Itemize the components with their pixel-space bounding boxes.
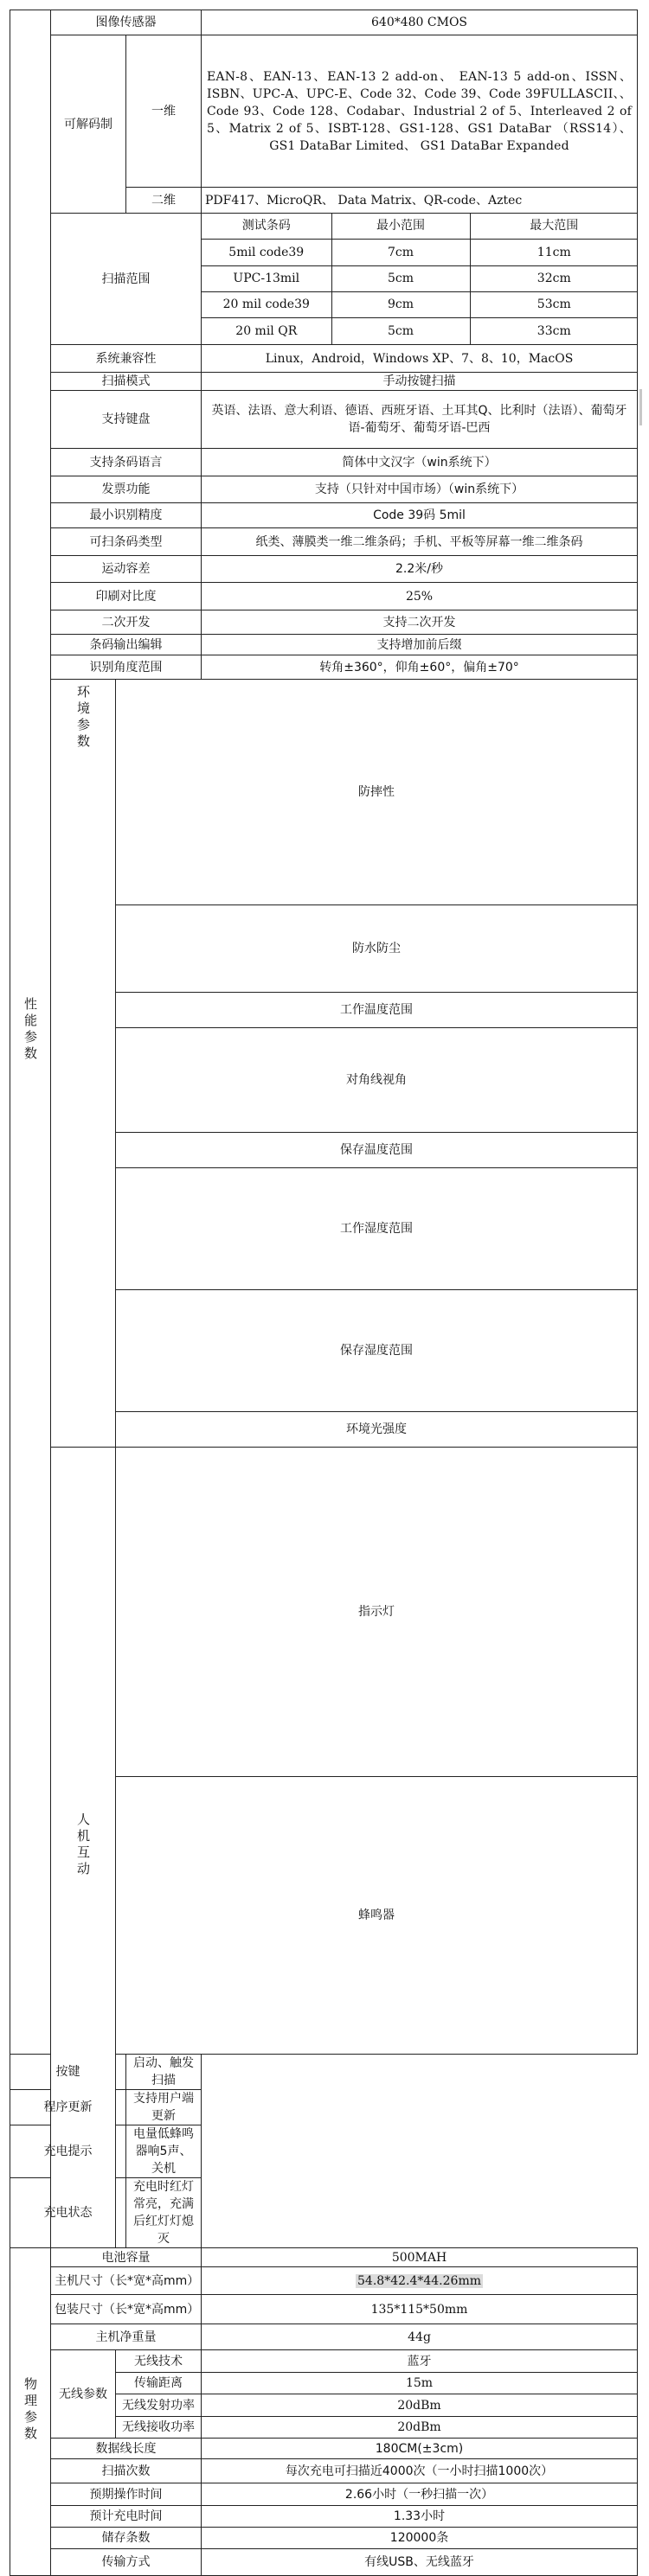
value-sdk: 支持二次开发 (202, 610, 638, 635)
scan-code: 5mil code39 (202, 239, 331, 265)
row-drop (10, 680, 638, 905)
value-2d: PDF417、MicroQR、 Data Matrix、QR-code、Aztec (202, 188, 638, 214)
scan-min: 9cm (331, 291, 470, 317)
spec-table (10, 10, 638, 2576)
row-types (10, 528, 638, 556)
row-weight (10, 2324, 638, 2350)
label-wireless-item: 传输距离 (116, 2373, 202, 2394)
row-scans (10, 2459, 638, 2483)
row-lang (10, 449, 638, 476)
label-scan-mode: 扫描模式 (51, 373, 202, 391)
value-scans: 每次充电可扫描近4000次（一小时扫描1000次） (202, 2459, 638, 2483)
label-op-time: 预期操作时间 (51, 2483, 202, 2506)
label-ip: 防水防尘 (116, 905, 638, 993)
value-invoice: 支持（只针对中国市场）（win系统下） (202, 476, 638, 503)
scan-max: 53cm (470, 291, 638, 317)
group-perf-label: 性能参数 (22, 997, 38, 1063)
row-keys (10, 2055, 638, 2090)
scan-range-table (202, 214, 638, 344)
group-hci-label: 人机互动 (75, 1812, 91, 1878)
label-op-hum: 工作湿度范围 (116, 1168, 638, 1290)
value-pack: 135*115*50mm (202, 2295, 638, 2324)
scan-range-row (202, 291, 638, 317)
label-scans: 扫描次数 (51, 2459, 202, 2483)
row-decode-1d (10, 35, 638, 188)
value-storage: 120000条 (202, 2528, 638, 2549)
value-cable: 180CM(±3cm) (202, 2439, 638, 2459)
label-buzzer: 蜂鸣器 (116, 1777, 638, 2055)
value-output: 支持增加前后缀 (202, 635, 638, 655)
row-keyboard (10, 391, 638, 449)
label-angle: 识别角度范围 (51, 655, 202, 680)
label-wireless-item: 无线接收功率 (116, 2417, 202, 2439)
row-battery (10, 2248, 638, 2267)
row-angle (10, 655, 638, 680)
label-cable: 数据线长度 (51, 2439, 202, 2459)
scan-range-row (202, 265, 638, 291)
label-fov: 对角线视角 (116, 1028, 638, 1133)
label-1d: 一维 (126, 35, 202, 188)
label-sensor: 图像传感器 (51, 10, 202, 35)
label-2d: 二维 (126, 188, 202, 214)
row-precision (10, 503, 638, 528)
group-env (51, 680, 116, 1448)
label-compat: 系统兼容性 (51, 345, 202, 373)
row-charge-tip (10, 2125, 638, 2178)
scan-min: 7cm (331, 239, 470, 265)
row-cable (10, 2439, 638, 2459)
scan-header-max: 最大范围 (470, 214, 638, 239)
row-update (10, 2090, 638, 2125)
value-1d: EAN-8、EAN-13、EAN-13 2 add-on、 EAN-13 5 add-on、ISSN、ISBN、UPC-A、UPC-E、Code 32、Code 39、Code 39FULLASCII、、Code 93、Code 128、Codabar、Industrial 2 of 5、Interleaved 2 of 5、Matrix 2 of 5、ISBT-128、GS1-128、GS1 DataBar （RSS14）、 GS1 DataBar Limited、 GS1 DataBar Expanded (202, 35, 638, 188)
scan-max: 32cm (470, 265, 638, 291)
label-drop: 防摔性 (116, 680, 638, 905)
value-sensor: 640*480 CMOS (202, 10, 638, 35)
label-keys: 按键 (10, 2055, 126, 2090)
row-scan-range (10, 214, 638, 345)
value-keyboard: 英语、法语、意大利语、德语、西班牙语、土耳其Q、比利时（法语）、葡萄牙语-葡萄牙、葡萄牙语-巴西 (202, 391, 638, 449)
value-op-time: 2.66小时（一秒扫描一次） (202, 2483, 638, 2506)
label-lang: 支持条码语言 (51, 449, 202, 476)
value-types: 纸类、薄膜类一维二维条码；手机、平板等屏幕一维二维条码 (202, 528, 638, 556)
value-angle: 转角±360°，仰角±60°，偏角±70° (202, 655, 638, 680)
row-contrast (10, 583, 638, 610)
row-compat (10, 345, 638, 373)
scan-code: 20 mil code39 (202, 291, 331, 317)
label-keyboard: 支持键盘 (51, 391, 202, 449)
row-output (10, 635, 638, 655)
row-wireless-tech (10, 2350, 638, 2373)
group-env-label: 环境参数 (75, 685, 91, 751)
value-wireless-item: 15m (202, 2373, 638, 2394)
scan-range-row (202, 317, 638, 344)
label-battery: 电池容量 (51, 2248, 202, 2267)
row-invoice (10, 476, 638, 503)
value-charge-state: 充电时红灯常亮，充满后红灯灯熄灭 (126, 2178, 202, 2248)
value-size (202, 2267, 638, 2295)
value-update: 支持用户端更新 (126, 2090, 202, 2125)
label-update: 程序更新 (10, 2090, 126, 2125)
scan-max: 11cm (470, 239, 638, 265)
group-phys-label: 物理参数 (22, 2376, 38, 2443)
label-charge-tip: 充电提示 (10, 2125, 126, 2178)
label-wireless-item: 无线技术 (116, 2350, 202, 2373)
row-scan-mode (10, 373, 638, 391)
label-sdk: 二次开发 (51, 610, 202, 635)
scan-range-row (202, 239, 638, 265)
label-contrast: 印刷对比度 (51, 583, 202, 610)
row-pack (10, 2295, 638, 2324)
value-charge-tip: 电量低蜂鸣器响5声、关机 (126, 2125, 202, 2178)
label-pack: 包装尺寸（长*宽*高mm） (51, 2295, 202, 2324)
row-sdk (10, 610, 638, 635)
value-wireless-item: 蓝牙 (202, 2350, 638, 2373)
scan-header-code: 测试条码 (202, 214, 331, 239)
label-op-temp: 工作温度范围 (116, 993, 638, 1028)
label-charge-time: 预计充电时间 (51, 2506, 202, 2528)
label-storage: 储存条数 (51, 2528, 202, 2549)
row-op-time (10, 2483, 638, 2506)
scan-min: 5cm (331, 265, 470, 291)
row-storage (10, 2528, 638, 2549)
label-types: 可扫条码类型 (51, 528, 202, 556)
label-motion: 运动容差 (51, 556, 202, 583)
label-wireless: 无线参数 (51, 2350, 116, 2439)
label-decode: 可解码制 (51, 35, 126, 214)
row-size (10, 2267, 638, 2295)
scan-header-min: 最小范围 (331, 214, 470, 239)
value-compat: Linux，Android，Windows XP、7、8、10，MacOS (202, 345, 638, 373)
value-motion: 2.2米/秒 (202, 556, 638, 583)
label-st-hum: 保存湿度范围 (116, 1290, 638, 1412)
scrollbar-thumb[interactable] (639, 389, 642, 425)
value-wireless-item: 20dBm (202, 2394, 638, 2417)
scan-max: 33cm (470, 317, 638, 344)
value-wireless-item: 20dBm (202, 2417, 638, 2439)
row-transfer (10, 2549, 638, 2576)
label-led: 指示灯 (116, 1448, 638, 1777)
row-motion (10, 556, 638, 583)
label-wireless-item: 无线发射功率 (116, 2394, 202, 2417)
label-st-temp: 保存温度范围 (116, 1133, 638, 1168)
value-keys: 启动、触发扫描 (126, 2055, 202, 2090)
value-lang: 简体中文汉字（win系统下） (202, 449, 638, 476)
value-transfer: 有线USB、无线蓝牙 (202, 2549, 638, 2576)
row-charge-state (10, 2178, 638, 2248)
label-output: 条码输出编辑 (51, 635, 202, 655)
label-charge-state: 充电状态 (10, 2178, 126, 2248)
label-scan-range: 扫描范围 (51, 214, 202, 345)
row-charge-time (10, 2506, 638, 2528)
value-charge-time: 1.33小时 (202, 2506, 638, 2528)
row-sensor (10, 10, 638, 35)
value-battery: 500MAH (202, 2248, 638, 2267)
value-precision: Code 39码 5mil (202, 503, 638, 528)
group-phys (10, 2248, 51, 2576)
scan-code: UPC-13mil (202, 265, 331, 291)
label-size: 主机尺寸（长*宽*高mm） (51, 2267, 202, 2295)
label-invoice: 发票功能 (51, 476, 202, 503)
scan-range-cell (202, 214, 638, 345)
value-scan-mode: 手动按键扫描 (202, 373, 638, 391)
scan-range-header (202, 214, 638, 239)
label-transfer: 传输方式 (51, 2549, 202, 2576)
label-light: 环境光强度 (116, 1412, 638, 1448)
value-contrast: 25% (202, 583, 638, 610)
scan-min: 5cm (331, 317, 470, 344)
label-weight: 主机净重量 (51, 2324, 202, 2350)
group-perf (10, 10, 51, 2055)
value-weight: 44g (202, 2324, 638, 2350)
label-precision: 最小识别精度 (51, 503, 202, 528)
row-led (10, 1448, 638, 1777)
value-size-highlight: 54.8*42.4*44.26mm (357, 2273, 481, 2288)
scan-code: 20 mil QR (202, 317, 331, 344)
